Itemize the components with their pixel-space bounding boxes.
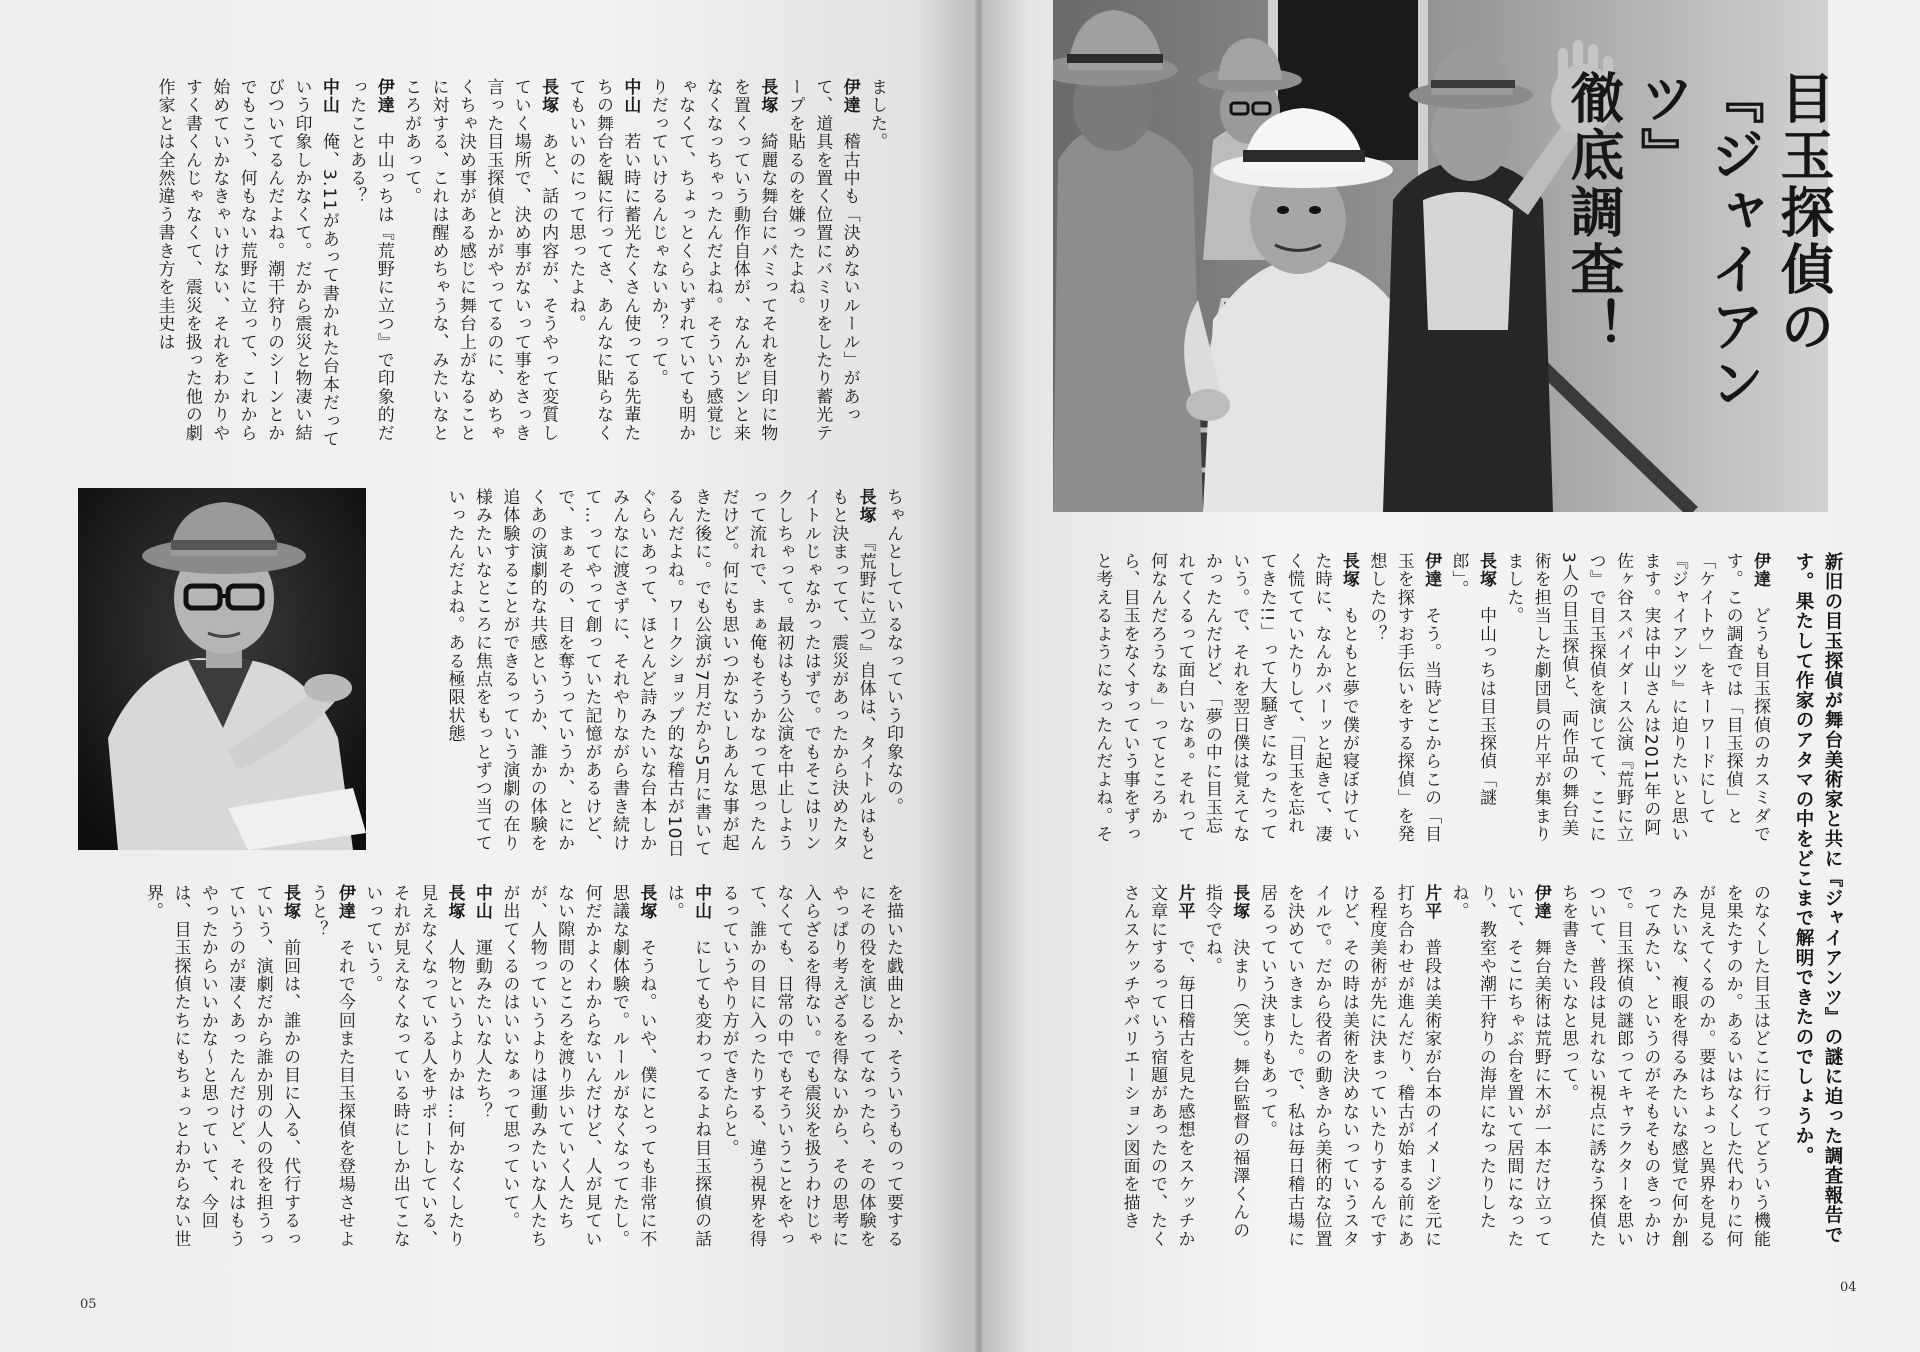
- speaker-name: 長塚: [636, 884, 657, 921]
- speaker-name: 片平: [1421, 884, 1442, 921]
- speaker-name: 長塚: [757, 78, 778, 115]
- page-number-right: 04: [1840, 1280, 1857, 1295]
- speaker-name: 片平: [1174, 884, 1195, 921]
- speaker-name: 長塚: [1338, 552, 1359, 589]
- speaker-name: 伊達: [1750, 552, 1770, 589]
- right-page: [983, 0, 1920, 1352]
- speaker-name: 伊達: [373, 78, 394, 115]
- left-text-block-top: ました。 伊達 稽古中も「決めないルール」があって、道具を置く位置にバミリをしたり蓄光テープを貼るのを嫌ったよね。 長塚 綺麗な舞台にバミってそれを目印に物を置くっていう動作自体が、なんかピンと来なくなっちゃったんだよね。そういう感覚じゃなくて、ちょっとくらいずれていても明かりだっていけるんじゃないか？って。 中山 若い時に蓄光たくさん使ってる先輩たちの舞台を観に行ってさ、あんなに貼らなくてもいいのにって思ったよね。 長塚 あと、話の内容が、そうやって変質していく場所で、決め事がないって事をさっき言った目玉探偵とかがやってるのに、めちゃくちゃ決め事がある感じに舞台上がなることに対する、これは醒めちゃうな、みたいなところがあって。 伊達 中山っちは『荒野に立つ』で印象的だったことある？ 中山 俺、3.11があって書かれた台本だっていう印象しかなくて。だから震災と物凄い結びついてるんだよね。潮干狩りのシーンとかでもこう、何もない荒野に立って、これから始めていかなきゃいけない、それをわかりやすく書くんじゃなくて、震災を扱った他の劇作家とは全然違う書き方を圭史は: [154, 78, 887, 449]
- speaker-name: 伊達: [334, 884, 355, 921]
- right-text-block-mid: 伊達 どうも目玉探偵のカスミダです。この調査では「目玉探偵」と「ケイトウ」をキーワードにして『ジャイアンツ』に迫りたいと思います。実は中山さんは2011年の阿佐ヶ谷スパイダース公演『荒野に立つ』で目玉探偵を演じてて、ここに3人の目玉探偵と、両作品の舞台美術を担当した劇団員の片平が集まりました。 長塚 中山っちは目玉探偵「謎郎」。 伊達 そう。当時どこからこの「目玉を探すお手伝いをする探偵」を発想したの？ 長塚 もともと夢で僕が寝ぼけていた時に、なんかバーッと起きて、凄く慌てていたりして、「目玉を忘れてきた!!」って大騒ぎになったっていう。で、それを翌日僕は覚えてなかったんだけど、「夢の中に目玉忘れてくるって面白いなぁ。それって何なんだろうなぁ」ってところから、目玉をなくすっていう事をずっと考えるようになったんだよね。そ: [1092, 552, 1770, 844]
- portrait-man-hat-image: [78, 488, 366, 850]
- article-title: 目玉探偵の 『ジャイアンツ』 徹底調査！: [1562, 70, 1835, 412]
- speaker-name: 長塚: [855, 488, 876, 525]
- speaker-name: 中山: [318, 78, 339, 115]
- speaker-name: 中山: [471, 884, 492, 921]
- left-text-block-mid: ちゃんとしているなっていう印象なの。 長塚 『荒野に立つ』自体は、タイトルはもともと決まってて、震災があったから決めたタイトルじゃなかったはずで。でもそこはリンクしちゃって。最初はもう公演を中止しようって流れで、まぁ俺もそうかなって思ったんだけど。何にも思いつかないしあんな事が起きた後に。でも公演が7月だから5月に書いてるんだよね。ワークショップ的な稽古が10日ぐらいあって、ほとんど詩みたいな台本しかみんなに渡さずに、それやりながら書き続けて…ってやって創っていた記憶があるけど、で、まぁその、目を奪うっていうか、とにかくあの演劇的な共感というか、誰かの体験を追体験することができるっていう演劇の在り様みたいなところに焦点をもっとずつ当てていったんだよね。ある極限状態: [444, 488, 903, 862]
- speaker-name: 中山: [691, 884, 712, 921]
- article-lead: 新旧の目玉探偵が舞台美術家と共に『ジャイアンツ』の謎に迫った調査報告です。果たして作家のアタマの中をどこまで解明できたのでしょうか。: [1793, 552, 1843, 1245]
- speaker-name: 長塚: [1475, 552, 1496, 589]
- speaker-name: 中山: [620, 78, 641, 115]
- right-text-block-bottom: のなくした目玉はどこに行ってどういう機能を果たすのか。あるいはなくした代わりに何が見えてくるのか。要はちょっと異界を見るみたいな、複眼を得るみたいな感覚で何か創ってみたい、というのがそもそものきっかけで。目玉探偵の謎郎ってキャラクターを思いついて、普段は見れない視点に誘なう探偵たちを書きたいなと思って。 伊達 舞台美術は荒野に木が一本だけ立っていて、そこにちゃぶ台を置いて居間になったり、教室や潮干狩りの海岸になったりしたね。 片平 普段は美術家が台本のイメージを元に打ち合わせが進んだり、稽古が始まる前にある程度美術が先に決まっていたりするんですけど、その時は美術を決めないっていうスタイルで。だから役者の動きから美術的な位置を決めていきました。で、私は毎日稽古場に居るっていう決まりもあって。 長塚 決まり（笑）。舞台監督の福澤くんの指令でね。 片平 で、毎日稽古を見た感想をスケッチか文章にするっていう宿題があったので、たくさんスケッチやバリエーション図面を描き: [1119, 884, 1770, 1249]
- left-text-block-bottom: を描いた戯曲とか、そういうものって要するにその役を演じるってなったら、その体験をやっぱり考えざるを得ないから、その思考に入らざるを得ない。でも震災を扱うわけじゃなくても、日常の中でもそういうことをやって、誰かの目に入ったりする、違う視界を得るっていうやり方ができたらと。 中山 にしても変わってるよね目玉探偵の話は。 長塚 そうね。いや、僕にとっても非常に不思議な劇体験で。ルールがなくなってたし。何だかよくわからないんだけど、人が見ていない隙間のところを渡り歩いていく人たちが、人物っていうよりは運動みたいな人たちが出てくるのはいいなぁって思っていて。 中山 運動みたいな人たち？ 長塚 人物というよりかは…何かなくしたり見えなくなっている人をサポートしている、それが見えなくなっている時にしか出てこないっていう。 伊達 それで今回また目玉探偵を登場させようと？ 長塚 前回は、誰かの目に入る、代行するっていう、演劇だから誰か別の人の役を担うっていうのが凄くあったんだけど、それはもうやったからいいかな〜と思っていて、今回は、目玉探偵たちにもちょっとわからない世界。: [143, 884, 903, 1249]
- portrait-photo: [78, 488, 366, 850]
- speaker-name: 長塚: [538, 78, 559, 115]
- speaker-name: 伊達: [1530, 884, 1551, 921]
- speaker-name: 伊達: [839, 78, 860, 115]
- speaker-name: 長塚: [280, 884, 301, 921]
- page-number-left: 05: [80, 1297, 97, 1312]
- speaker-name: 長塚: [1229, 884, 1250, 921]
- speaker-name: 長塚: [444, 884, 465, 921]
- speaker-name: 伊達: [1421, 552, 1442, 589]
